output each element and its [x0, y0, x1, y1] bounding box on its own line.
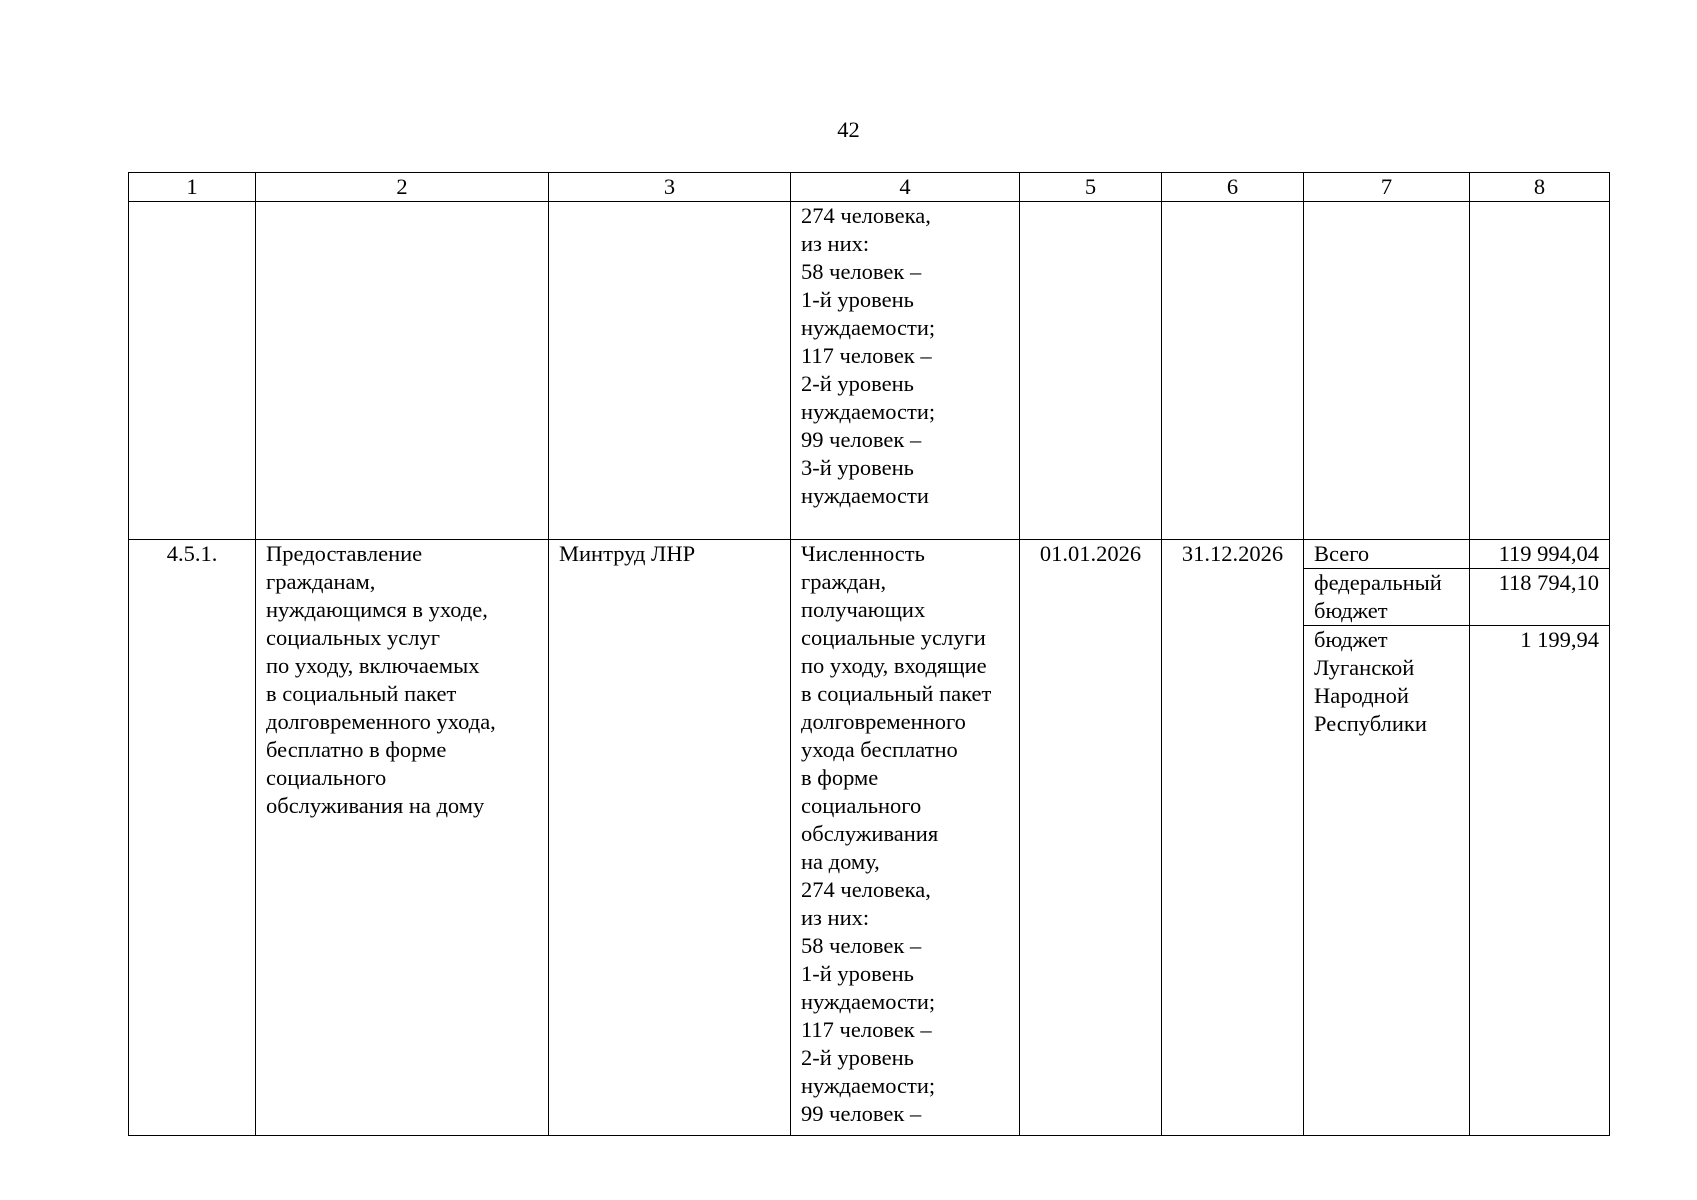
cell-continued-source	[1304, 202, 1470, 540]
indicator-line: нуждаемости	[801, 483, 929, 508]
indicator-line: нуждаемости;	[801, 315, 936, 340]
indicator-line: в социальный пакет	[801, 681, 992, 706]
indicator-line: 1-й уровень	[801, 287, 914, 312]
funding-source-federal	[1304, 569, 1609, 626]
indicator-line: нуждаемости;	[801, 989, 936, 1014]
table-row-4-5-1	[129, 540, 1610, 1136]
indicator-line: 274 человека,	[801, 877, 931, 902]
indicator-line: 58 человек –	[801, 933, 922, 958]
indicator-line: из них:	[801, 231, 870, 256]
cell-continued-start	[1020, 202, 1162, 540]
funding-sources-list	[1304, 540, 1609, 1135]
cell-funding-sources	[1304, 540, 1610, 1136]
name-line: обслуживания на дому	[266, 793, 485, 818]
funding-amount: 118 794,10	[1498, 570, 1599, 595]
table-header-row	[129, 173, 1610, 202]
indicator-line: обслуживания	[801, 821, 939, 846]
indicator-line: 274 человека,	[801, 203, 931, 228]
cell-continued-number	[129, 202, 256, 540]
indicator-line: 1-й уровень	[801, 961, 914, 986]
header-cell-7: 7	[1304, 173, 1470, 202]
header-cell-8: 8	[1470, 173, 1610, 202]
cell-start-date: 01.01.2026	[1020, 540, 1162, 1136]
name-line: Предоставление	[266, 541, 423, 566]
funding-source-name	[1304, 569, 1470, 625]
name-line: гражданам,	[266, 569, 376, 594]
indicator-line: нуждаемости;	[801, 399, 936, 424]
cell-continued-end	[1162, 202, 1304, 540]
funding-source-name	[1304, 626, 1470, 1135]
header-cell-6: 6	[1162, 173, 1304, 202]
table-row-continued	[129, 202, 1610, 540]
indicator-line: долговременного	[801, 709, 966, 734]
indicator-line: по уходу, входящие	[801, 653, 987, 678]
indicator-line: получающих	[801, 597, 926, 622]
funding-amount: 119 994,04	[1498, 541, 1599, 566]
cell-executor: Минтруд ЛНР	[549, 540, 791, 1136]
funding-source-total	[1304, 540, 1609, 569]
name-line: по уходу, включаемых	[266, 653, 480, 678]
cell-continued-name	[256, 202, 549, 540]
indicator-line: ухода бесплатно	[801, 737, 958, 762]
indicator-line: социального	[801, 793, 922, 818]
header-cell-3: 3	[549, 173, 791, 202]
cell-indicator	[791, 540, 1020, 1136]
indicator-line: 3-й уровень	[801, 455, 914, 480]
indicator-line: 99 человек –	[801, 427, 922, 452]
indicator-line: 2-й уровень	[801, 1045, 914, 1070]
cell-continued-executor	[549, 202, 791, 540]
cell-activity-number: 4.5.1.	[129, 540, 256, 1136]
header-cell-2: 2	[256, 173, 549, 202]
name-line: социального	[266, 765, 387, 790]
funding-source-name-line: Народной	[1314, 683, 1409, 708]
indicator-line: в форме	[801, 765, 879, 790]
funding-source-name-line: Луганской	[1314, 655, 1415, 680]
name-line: бесплатно в форме	[266, 737, 447, 762]
funding-source-name	[1304, 540, 1470, 568]
funding-amount: 1 199,94	[1520, 627, 1599, 652]
indicator-line: на дому,	[801, 849, 880, 874]
cell-end-date: 31.12.2026	[1162, 540, 1304, 1136]
header-cell-4: 4	[791, 173, 1020, 202]
funding-source-name-line: Республики	[1314, 711, 1427, 736]
indicator-line: 2-й уровень	[801, 371, 914, 396]
indicator-line: 117 человек –	[801, 343, 932, 368]
funding-source-name-line: бюджет	[1314, 598, 1388, 623]
name-line: в социальный пакет	[266, 681, 457, 706]
name-line: нуждающимся в уходе,	[266, 597, 488, 622]
name-line: социальных услуг	[266, 625, 440, 650]
name-line: долговременного ухода,	[266, 709, 496, 734]
indicator-line: Численность	[801, 541, 925, 566]
indicator-line: из них:	[801, 905, 870, 930]
cell-activity-name	[256, 540, 549, 1136]
funding-source-name-line: федеральный	[1314, 570, 1442, 595]
header-cell-5: 5	[1020, 173, 1162, 202]
page-number: 42	[837, 117, 860, 142]
indicator-line: нуждаемости;	[801, 1073, 936, 1098]
funding-source-regional	[1304, 626, 1609, 1135]
indicator-line: 58 человек –	[801, 259, 922, 284]
indicator-line: социальные услуги	[801, 625, 986, 650]
indicator-line: граждан,	[801, 569, 887, 594]
indicator-line: 99 человек –	[801, 1101, 922, 1126]
cell-continued-indicator	[791, 202, 1020, 540]
cell-continued-amount	[1470, 202, 1610, 540]
program-activities-table	[128, 172, 1610, 1136]
funding-source-name-line: бюджет	[1314, 627, 1388, 652]
indicator-line: 117 человек –	[801, 1017, 932, 1042]
header-cell-1: 1	[129, 173, 256, 202]
funding-source-name-line: Всего	[1314, 541, 1370, 566]
